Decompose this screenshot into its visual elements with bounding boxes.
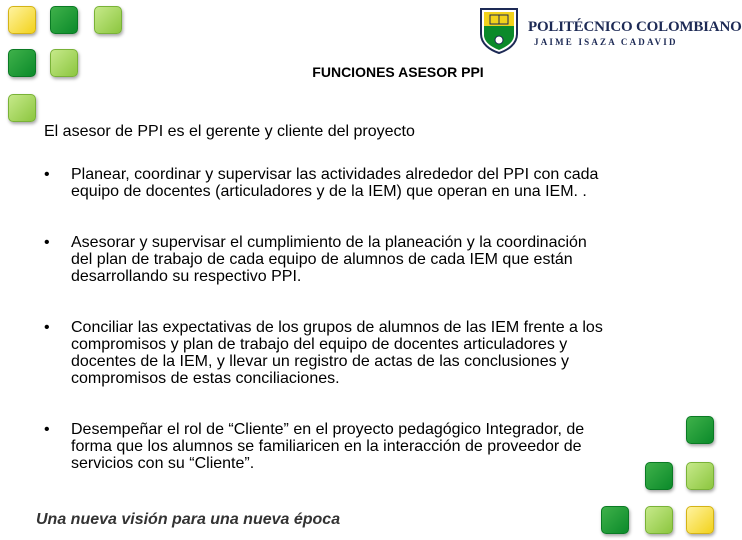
bullet-line: docentes de la IEM, y llevar un registro de actas de las conclusiones y <box>71 353 570 370</box>
bullet-line: desarrollando su respectivo PPI. <box>71 268 302 285</box>
bullet-item <box>44 319 676 387</box>
footer-slogan: Una nueva visión para una nueva época <box>36 511 341 528</box>
decor-square <box>8 94 36 122</box>
bullet-line: equipo de docentes (articuladores y de la IEM) que operan en una IEM. . <box>71 183 587 200</box>
bullet-line: del plan de trabajo de cada equipo de alumnos de cada IEM que están <box>71 251 573 268</box>
institution-subname: JAIME ISAZA CADAVID <box>534 37 678 47</box>
bullet-marker: • <box>44 319 50 336</box>
bullet-line: Asesorar y supervisar el cumplimiento de la planeación y la coordinación <box>71 234 587 251</box>
intro-text: El asesor de PPI es el gerente y cliente del proyecto <box>44 123 415 140</box>
bullet-list <box>44 166 676 472</box>
bullet-item <box>44 166 676 200</box>
bullet-line: Desempeñar el rol de “Cliente” en el proyecto pedagógico Integrador, de <box>71 421 585 438</box>
decor-square <box>50 6 78 34</box>
institution-name: POLITÉCNICO COLOMBIANO <box>528 19 742 35</box>
bullet-marker: • <box>44 234 50 251</box>
bullet-item <box>44 234 676 285</box>
slide-title: FUNCIONES ASESOR PPI <box>312 64 484 80</box>
bullet-marker: • <box>44 421 50 438</box>
shield-icon <box>478 6 520 54</box>
bullet-line: compromisos de estas conciliaciones. <box>71 370 340 387</box>
bullet-marker: • <box>44 166 50 183</box>
decor-square <box>686 506 714 534</box>
bullet-line: servicios con su “Cliente”. <box>71 455 255 472</box>
decor-square <box>686 416 714 444</box>
bullet-line: Planear, coordinar y supervisar las actividades alrededor del PPI con cada <box>71 166 599 183</box>
decor-square <box>94 6 122 34</box>
bullet-line: compromisos y plan de trabajo del equipo de docentes articuladores y <box>71 336 568 353</box>
decor-square <box>645 506 673 534</box>
institution-logo <box>478 6 742 54</box>
bullet-line: forma que los alumnos se familiaricen en la interacción de proveedor de <box>71 438 582 455</box>
bullet-line: Conciliar las expectativas de los grupos de alumnos de las IEM frente a los <box>71 319 603 336</box>
decor-square <box>8 6 36 34</box>
decor-square <box>601 506 629 534</box>
bullet-item <box>44 421 676 472</box>
decor-square <box>686 462 714 490</box>
